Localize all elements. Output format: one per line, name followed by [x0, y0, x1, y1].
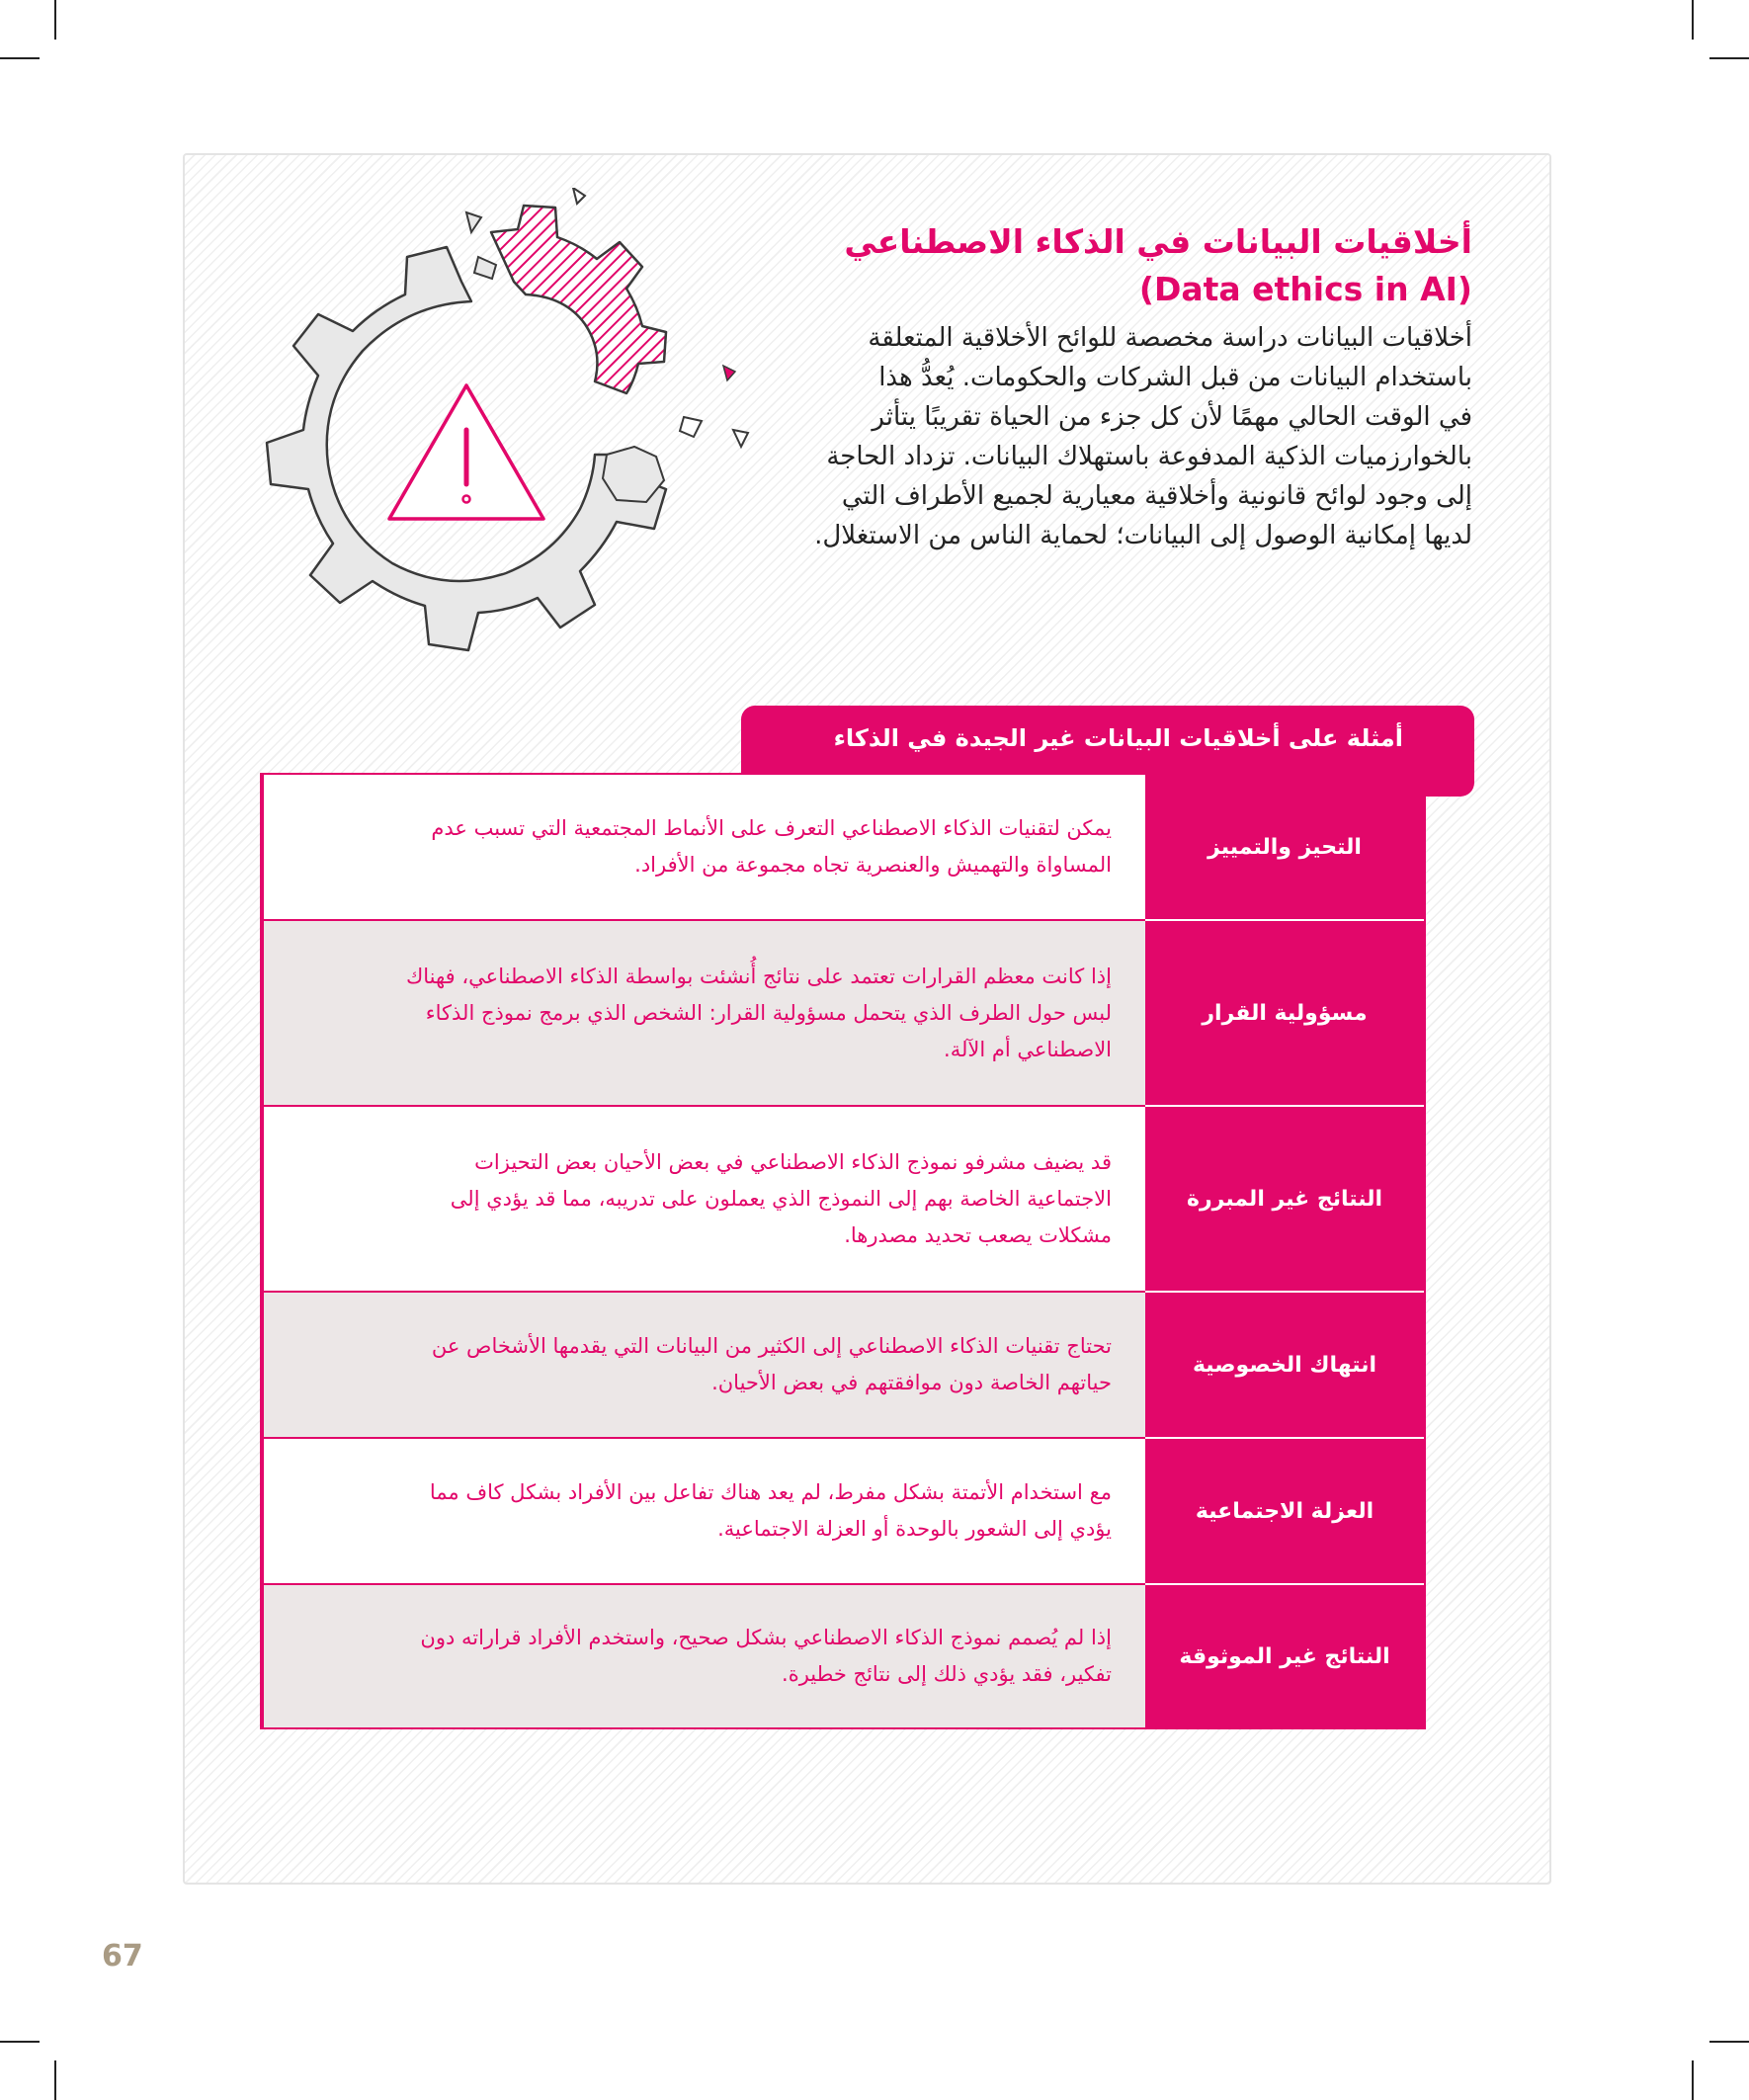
page-number: 67	[102, 1939, 143, 1974]
row-label: التحيز والتمييز	[1145, 775, 1424, 919]
crop-mark	[1692, 0, 1694, 40]
intro-line: بالخوارزميات الذكية المدفوعة باستهلاك البيانات. تزداد الحاجة	[826, 442, 1472, 471]
description-line: تفكير، فقد يؤدي ذلك إلى نتائج خطيرة.	[782, 1662, 1112, 1686]
description-line: المساواة والتهميش والعنصرية تجاه مجموعة من الأفراد.	[634, 853, 1112, 877]
row-description	[262, 1437, 1145, 1583]
description-line: إذا كانت معظم القرارات تعتمد على نتائج أُنشئت بواسطة الذكاء الاصطناعي، فهناك	[405, 964, 1112, 988]
row-description	[262, 919, 1145, 1105]
intro-paragraph	[791, 318, 1472, 555]
crop-mark	[54, 0, 56, 40]
intro-line: إلى وجود لوائح قانونية وأخلاقية معيارية لجميع الأطراف التي	[841, 481, 1472, 511]
crop-mark	[1709, 2041, 1749, 2043]
section-title-en: (Data ethics in AI)	[1138, 270, 1472, 308]
row-description	[262, 775, 1145, 919]
intro-line: في الوقت الحالي مهمًا لأن كل جزء من الحياة تقريبًا يتأثر	[872, 402, 1472, 432]
description-line: حياتهم الخاصة دون موافقتهم في بعض الأحيان.	[711, 1371, 1112, 1394]
description-line: لبس حول الطرف الذي يتحمل مسؤولية القرار: الشخص الذي برمج نموذج الذكاء	[425, 1000, 1112, 1025]
description-line: يمكن لتقنيات الذكاء الاصطناعي التعرف على الأنماط المجتمعية التي تسبب عدم	[431, 816, 1112, 840]
row-description	[262, 1291, 1145, 1437]
table-row	[262, 1105, 1424, 1291]
table-row	[262, 919, 1424, 1105]
row-label: النتائج غير المبررة	[1145, 1105, 1424, 1291]
table-row	[262, 1583, 1424, 1727]
row-description	[262, 1583, 1145, 1727]
intro-line: أخلاقيات البيانات دراسة مخصصة للوائح الأخلاقية المتعلقة	[868, 323, 1472, 353]
description-line: مع استخدام الأتمتة بشكل مفرط، لم يعد هناك تفاعل بين الأفراد بشكل كاف مما	[429, 1480, 1112, 1504]
crop-mark	[54, 2060, 56, 2100]
examples-table	[260, 773, 1426, 1729]
intro-line: باستخدام البيانات من قبل الشركات والحكومات. يُعدُّ هذا	[878, 363, 1472, 392]
row-label: مسؤولية القرار	[1145, 919, 1424, 1105]
row-label: انتهاك الخصوصية	[1145, 1291, 1424, 1437]
table-header: أمثلة على أخلاقيات البيانات غير الجيدة في الذكاء	[741, 706, 1474, 797]
description-line: إذا لم يُصمم نموذج الذكاء الاصطناعي بشكل صحيح، واستخدم الأفراد قراراته دون	[420, 1626, 1112, 1649]
crop-mark	[0, 57, 40, 59]
table-row	[262, 1437, 1424, 1583]
row-label: النتائج غير الموثوقة	[1145, 1583, 1424, 1727]
warning-gear-icon	[259, 188, 773, 682]
crop-mark	[0, 2041, 40, 2043]
description-line: الاصطناعي أم الآلة.	[944, 1037, 1112, 1061]
row-label: العزلة الاجتماعية	[1145, 1437, 1424, 1583]
description-line: تحتاج تقنيات الذكاء الاصطناعي إلى الكثير من البيانات التي يقدمها الأشخاص عن	[431, 1334, 1112, 1358]
description-line: يؤدي إلى الشعور بالوحدة أو العزلة الاجتماعية.	[717, 1517, 1112, 1541]
crop-mark	[1692, 2060, 1694, 2100]
crop-mark	[1709, 57, 1749, 59]
intro-line: لديها إمكانية الوصول إلى البيانات؛ لحماية الناس من الاستغلال.	[814, 521, 1472, 550]
description-line: قد يضيف مشرفو نموذج الذكاء الاصطناعي في بعض الأحيان بعض التحيزات	[474, 1149, 1112, 1174]
section-title-ar: أخلاقيات البيانات في الذكاء الاصطناعي	[844, 222, 1472, 261]
row-description	[262, 1105, 1145, 1291]
table-row	[262, 775, 1424, 919]
description-line: الاجتماعية الخاصة بهم إلى النموذج الذي يعملون على تدريبه، مما قد يؤدي إلى	[450, 1186, 1112, 1211]
table-row	[262, 1291, 1424, 1437]
description-line: مشكلات يصعب تحديد مصدرها.	[844, 1222, 1112, 1247]
section-heading	[721, 219, 1472, 314]
